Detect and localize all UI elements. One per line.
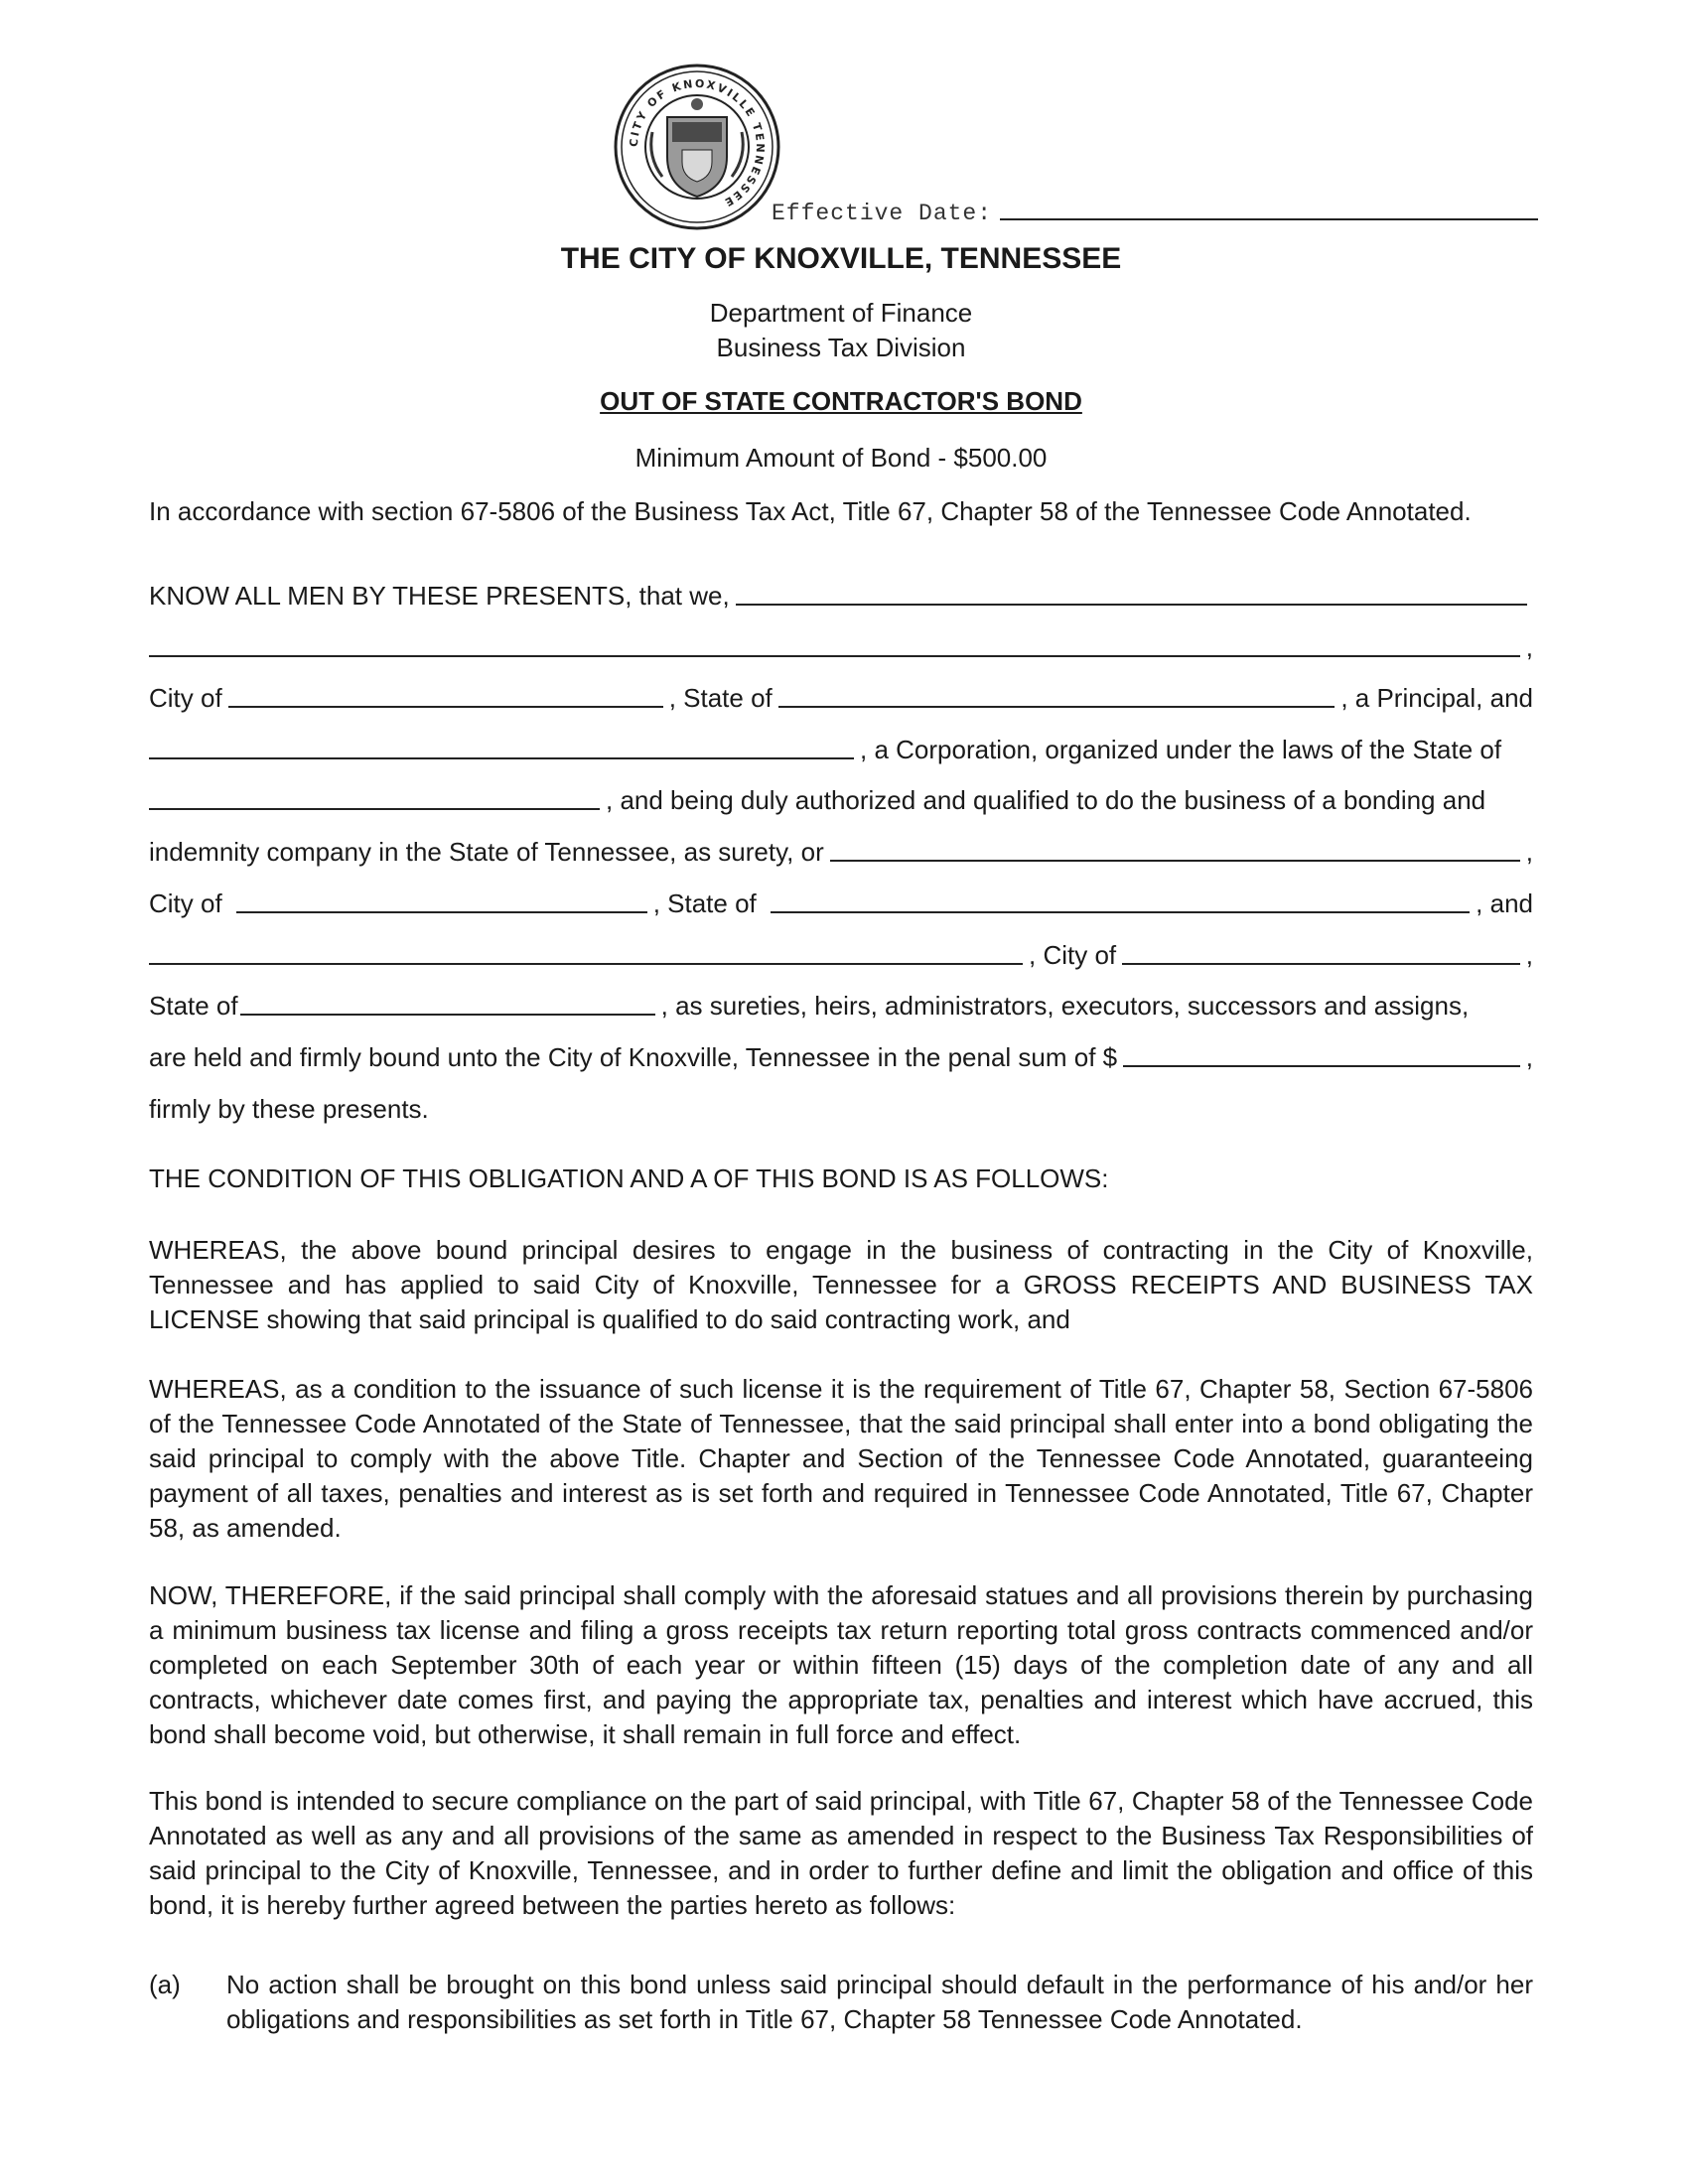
comma-text: , [1525,837,1533,867]
principal-city-field[interactable] [228,706,663,708]
comma-text: , [1525,1042,1533,1072]
second-surety-city-field[interactable] [1122,963,1520,965]
penal-sum-row [149,1037,1533,1073]
division-name: Business Tax Division [716,333,966,362]
corporation-name-field[interactable] [149,757,854,759]
intended-paragraph: This bond is intended to secure compliance on the part of said principal, with Title 67, Chapter 58 of the Tennessee Code Annotated as well as any and all provisions of the same as amended in respect to the Business Tax Responsibilities of said principal to the City of Knoxville, Tennessee, and in order to further define and limit the obligation and office of this bond, it is hereby further agreed between the parties hereto as follows: [149,1786,1533,1920]
second-surety-state-row [149,986,1533,1022]
department-name: Department of Finance [709,298,973,328]
second-surety-state-field[interactable] [240,1014,655,1016]
effective-date-field[interactable] [1000,218,1538,220]
principal-and-text: , a Principal, and [1340,683,1533,713]
surety-city-field[interactable] [236,911,647,913]
principal-state-field[interactable] [778,706,1336,708]
indemnity-text: indemnity company in the State of Tennessee, as surety, or [149,837,824,867]
authorized-row [149,780,1533,816]
second-surety-name-field[interactable] [149,963,1023,965]
firmly-row [149,1089,1533,1125]
state-of-label: State of [149,991,238,1021]
comma-text: , [1525,940,1533,970]
item-label: (a) [149,1970,181,1999]
condition-heading: THE CONDITION OF THIS OBLIGATION AND A OF THIS BOND IS AS FOLLOWS: [149,1163,1109,1193]
city-of-label: City of [149,888,222,918]
state-of-label: , State of [652,888,757,918]
held-bound-text: are held and firmly bound unto the City of Knoxville, Tennessee in the penal sum of $ [149,1042,1118,1072]
city-seal [613,63,781,231]
comma-text: , [1525,632,1533,662]
know-all-men-row [149,576,1533,612]
firmly-text: firmly by these presents. [149,1094,429,1124]
penal-sum-field[interactable] [1123,1065,1520,1067]
duly-authorized-text: , and being duly authorized and qualified to do the business of a bonding and [606,785,1486,815]
surety-city-state-row [149,884,1533,919]
and-text: , and [1476,888,1533,918]
bond-title: OUT OF STATE CONTRACTOR'S BOND [600,386,1082,416]
minimum-amount: Minimum Amount of Bond - $500.00 [634,443,1048,473]
city-of-label: City of [149,683,222,713]
item-text: No action shall be brought on this bond unless said principal should default in the performance of his and/or her obligations and responsibilities as set forth in Title 67, Chapter 58 Tennessee Code Annotated. [226,1970,1533,2034]
know-all-men-text: KNOW ALL MEN BY THESE PRESENTS, that we, [149,581,730,611]
corporation-text: , a Corporation, organized under the laws of the State of [860,735,1502,764]
principal-name-field-2[interactable] [149,655,1520,657]
condition-item-a [149,1968,1533,2037]
whereas-paragraph-1: WHEREAS, the above bound principal desires to engage in the business of contracting in the City of Knoxville, Tennessee and has applied to said City of Knoxville, Tennessee for a GROSS RECEIPTS AND BUSINESS TAX LICENSE showing that said principal is qualified to do said contracting work, and [149,1235,1533,1334]
second-surety-row [149,935,1533,971]
principal-name-continuation-row [149,627,1533,663]
indemnity-row [149,832,1533,868]
effective-date-label: Effective Date: [772,201,993,226]
now-therefore-paragraph: NOW, THEREFORE, if the said principal shall comply with the aforesaid statues and all provisions therein by purchasing a minimum business tax license and filing a gross receipts tax return reporting total gross contracts commenced and/or completed on each September 30th of each year or within fifteen (15) days of the completion date of any and all contracts, whichever date comes first, and paying the appropriate tax, penalties and interest which have accrued, this bond shall become void, but otherwise, it shall remain in full force and effect. [149,1580,1533,1749]
intro-paragraph: In accordance with section 67-5806 of the Business Tax Act, Title 67, Chapter 58 of the Tennessee Code Annotated. [149,496,1472,526]
principal-name-field[interactable] [736,604,1527,606]
corporation-row [149,730,1533,765]
principal-city-state-row [149,678,1533,714]
effective-date-row [772,195,1538,226]
whereas-paragraph-2: WHEREAS, as a condition to the issuance of such license it is the requirement of Title 67, Chapter 58, Section 67-5806 of the Tennessee Code Annotated of the State of Tennessee, that the said principal shall enter into a bond obligating the said principal to comply with the above Title. Chapter and Section of the Tennessee Code Annotated, guaranteeing payment of all taxes, penalties and interest as is set forth and required in Tennessee Code Annotated, Title 67, Chapter 58, as amended. [149,1374,1533,1543]
surety-name-field[interactable] [830,860,1520,862]
surety-state-field[interactable] [771,911,1470,913]
state-of-label: , State of [668,683,773,713]
corporation-state-field[interactable] [149,808,600,810]
document-title: THE CITY OF KNOXVILLE, TENNESSEE [560,242,1122,275]
seal-text: CITY OF KNOXVILLE TENNESSEE [627,76,768,210]
city-of-label: , City of [1029,940,1117,970]
sureties-text: , as sureties, heirs, administrators, executors, successors and assigns, [660,991,1470,1021]
